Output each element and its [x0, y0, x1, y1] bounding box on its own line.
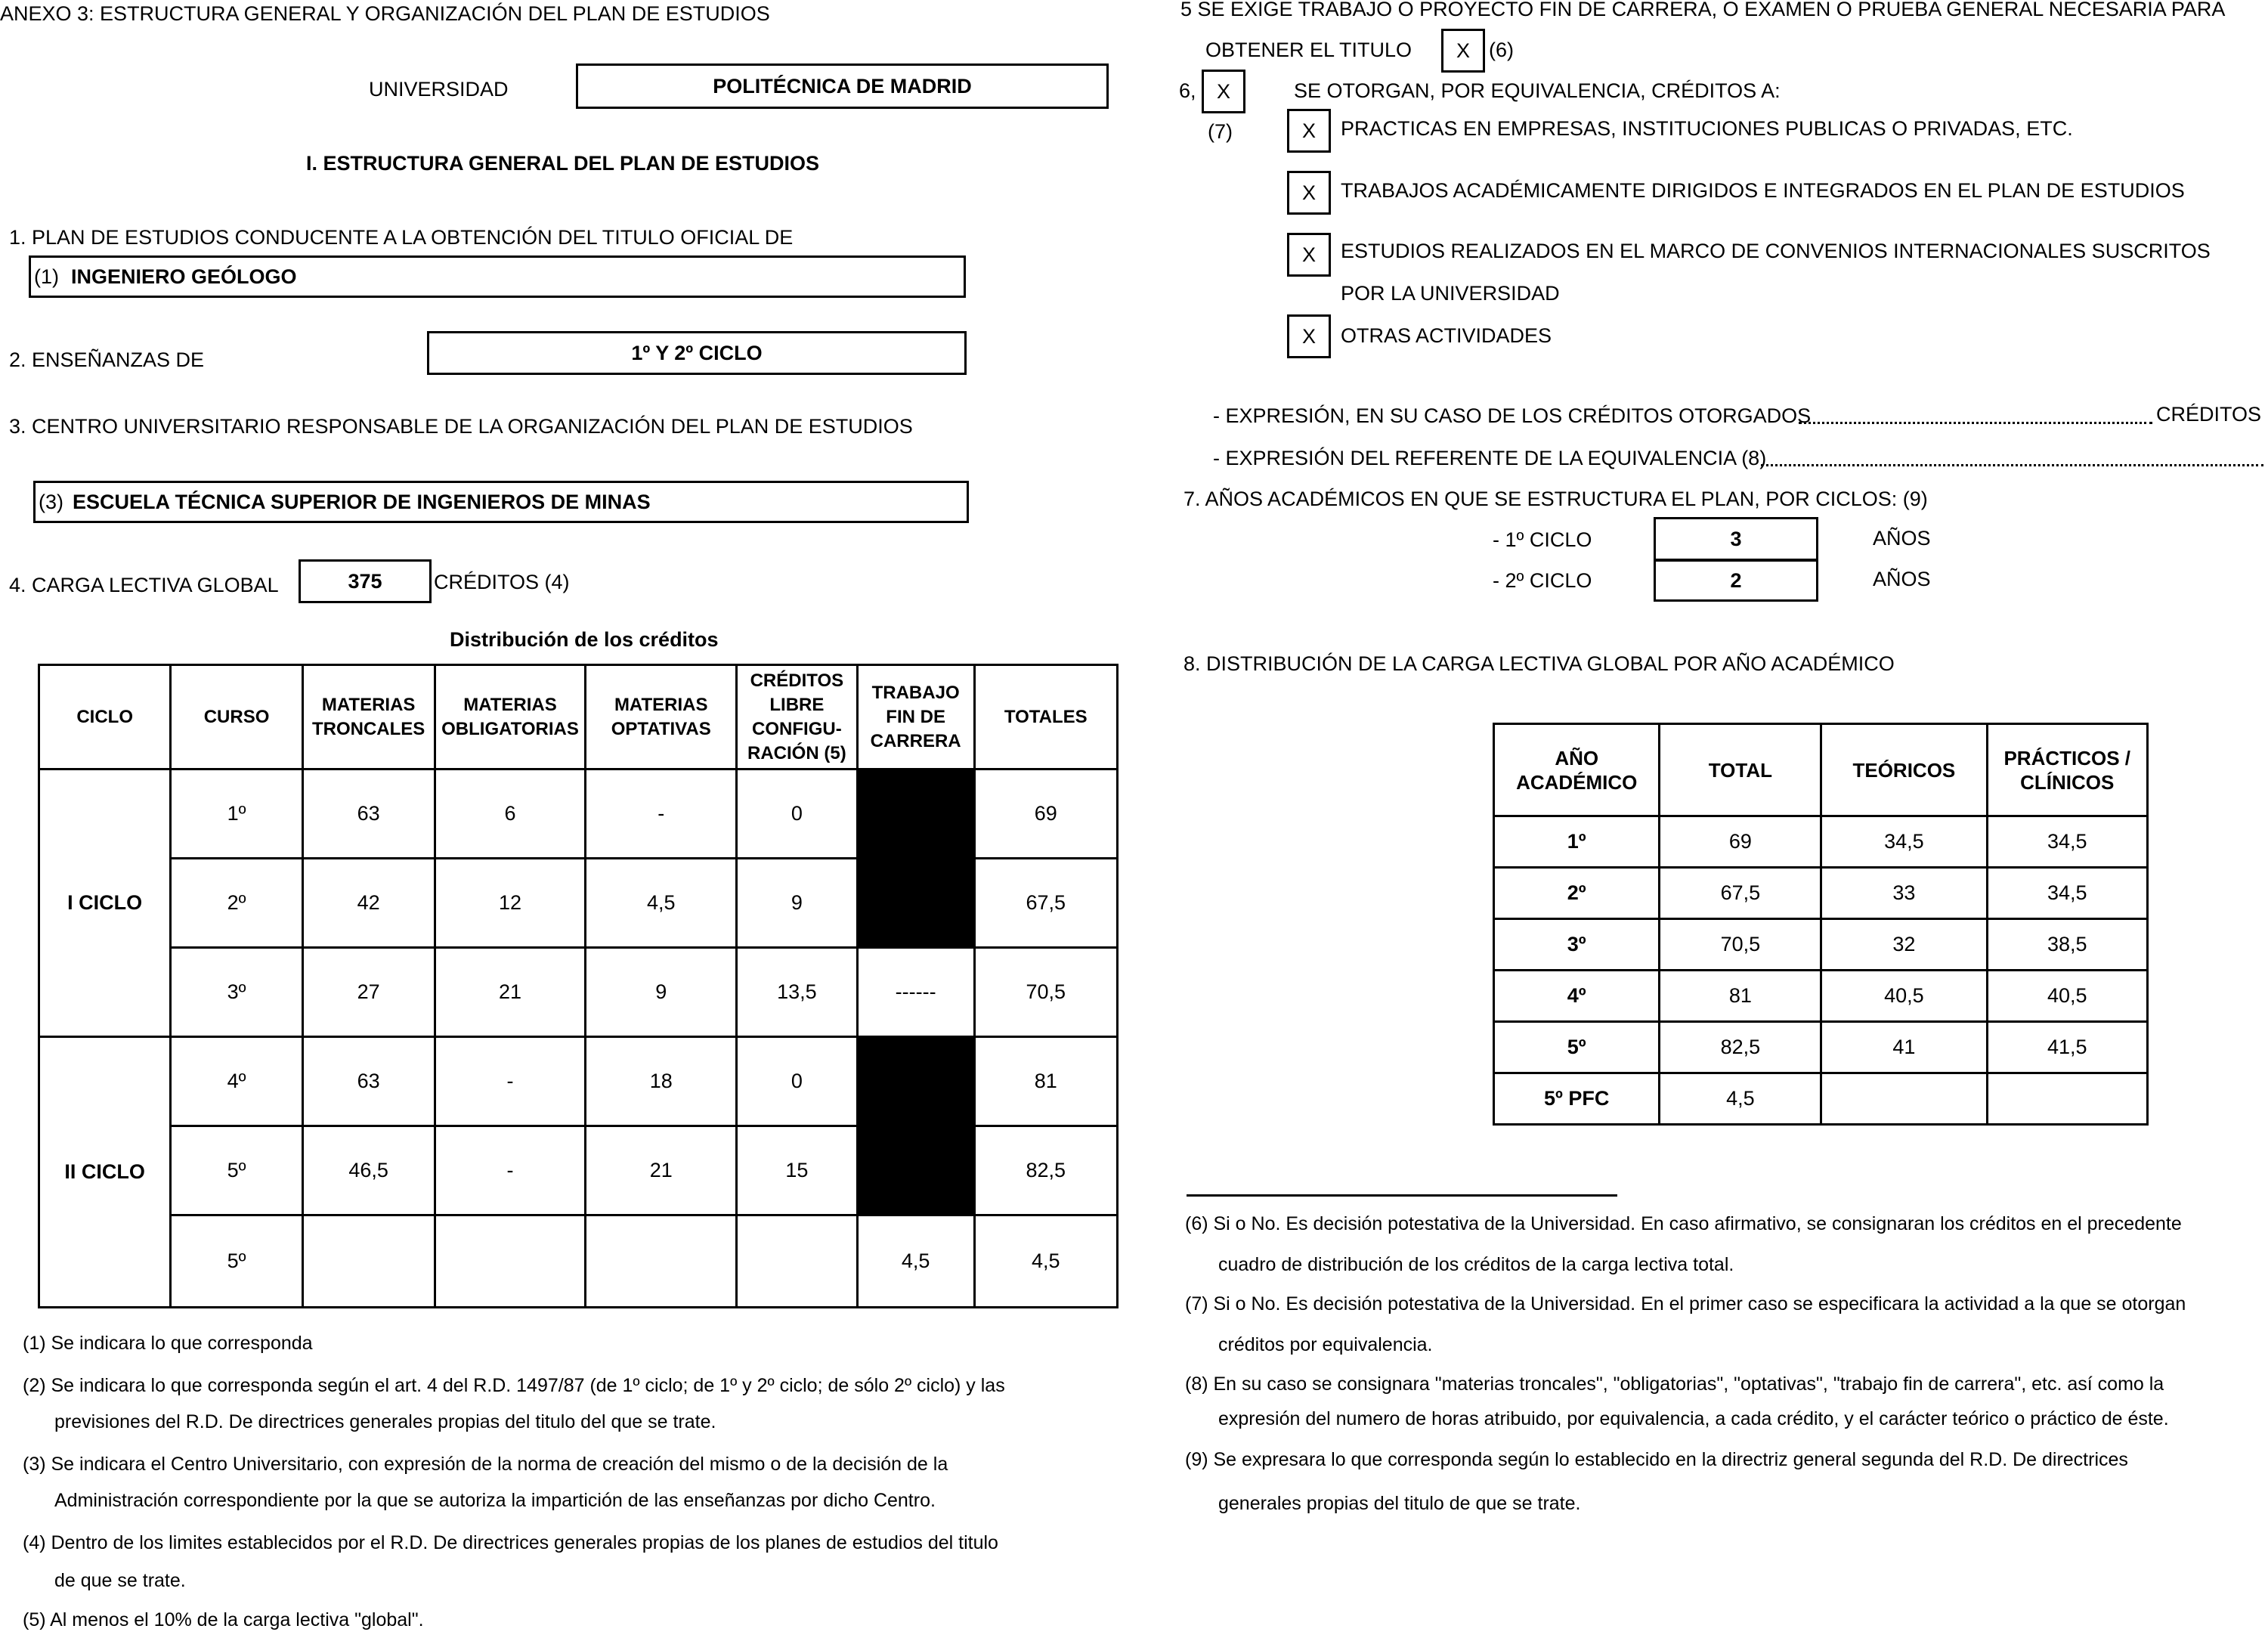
cell-obligatorias: 21 [435, 948, 586, 1037]
cycle1-years-field [1654, 517, 1818, 561]
universidad-field [576, 63, 1109, 109]
col-header-practicos: PRÁCTICOS / CLÍNICOS [1987, 724, 2148, 816]
cycle2-years-value: 2 [1730, 568, 1742, 592]
footnote-7-cont: créditos por equivalencia. [1218, 1334, 1433, 1355]
cell-troncales: 27 [302, 948, 435, 1037]
cell-practicos: 41,5 [1987, 1022, 2148, 1073]
equiv-option-3-checkbox [1287, 233, 1331, 277]
item6-label: SE OTORGAN, POR EQUIVALENCIA, CRÉDITOS A: [1294, 79, 1781, 102]
item4-label: 4. CARGA LECTIVA GLOBAL [9, 574, 279, 596]
cell-obligatorias: - [435, 1126, 586, 1215]
equiv-option-3-label-cont: POR LA UNIVERSIDAD [1341, 282, 1560, 305]
cell-troncales: 63 [302, 770, 435, 859]
cell-troncales: 42 [302, 859, 435, 948]
equiv-option-4-label: OTRAS ACTIVIDADES [1341, 324, 1552, 347]
item5-label-cont: OBTENER EL TITULO [1205, 39, 1412, 61]
item5-mark: X [1456, 39, 1470, 62]
item6-note: (7) [1208, 120, 1233, 143]
item3-field [33, 481, 969, 523]
col-header-ano: AÑO ACADÉMICO [1494, 724, 1660, 816]
cell-optativas: 4,5 [586, 859, 737, 948]
item6-checkbox [1202, 70, 1245, 113]
item5-checkbox [1441, 29, 1485, 73]
cell-teoricos: 40,5 [1821, 971, 1987, 1022]
credits-header-row [39, 665, 1118, 770]
col-header-obligatorias: MATERIAS OBLIGATORIAS [435, 665, 586, 770]
footnote-8-cont: expresión del numero de horas atribuido, por equivalencia, a cada crédito, y el carácter teórico o práctico de éste. [1218, 1408, 2169, 1429]
section-title: I. ESTRUCTURA GENERAL DEL PLAN DE ESTUDIOS [306, 152, 820, 175]
footnote-6-cont: cuadro de distribución de los créditos de la carga lectiva total. [1218, 1254, 1734, 1275]
cell-curso: 5º [171, 1215, 302, 1308]
cell-total: 4,5 [1660, 1073, 1821, 1125]
table-row [1494, 971, 2148, 1022]
col-header-ciclo: CICLO [39, 665, 171, 770]
item4-field [299, 559, 432, 603]
item8-label: 8. DISTRIBUCIÓN DE LA CARGA LECTIVA GLOBAL POR AÑO ACADÉMICO [1184, 652, 1895, 675]
col-header-optativas: MATERIAS OPTATIVAS [586, 665, 737, 770]
footnote-8: (8) En su caso se consignara "materias troncales", "obligatorias", "optativas", "trabajo fin de carrera", etc. así como la [1185, 1373, 2164, 1395]
footnote-3-cont: Administración correspondiente por la que se autoriza la impartición de las enseñanzas por dicho Centro. [54, 1490, 936, 1511]
footnote-1: (1) Se indicara lo que corresponda [23, 1333, 313, 1354]
footnote-separator [1187, 1194, 1617, 1197]
item1-label: 1. PLAN DE ESTUDIOS CONDUCENTE A LA OBTENCIÓN DEL TITULO OFICIAL DE [9, 226, 794, 249]
cell-optativas: 18 [586, 1037, 737, 1126]
cell-curso: 5º [171, 1126, 302, 1215]
table-row [1494, 1022, 2148, 1073]
table-row [39, 770, 1118, 859]
cell-total: 81 [1660, 971, 1821, 1022]
footnote-2: (2) Se indicara lo que corresponda según el art. 4 del R.D. 1497/87 (de 1º ciclo; de 1º y 2º ciclo; de sólo 2º ciclo) y las [23, 1375, 1005, 1396]
item6-mark: X [1216, 79, 1230, 103]
cell-ano: 5º [1494, 1022, 1660, 1073]
cell-teoricos: 41 [1821, 1022, 1987, 1073]
cell-practicos: 40,5 [1987, 971, 2148, 1022]
cell-trabajo-blocked [857, 1037, 974, 1215]
cell-total: 82,5 [1660, 1022, 1821, 1073]
cell-ano: 3º [1494, 919, 1660, 971]
equiv-option-3-label: ESTUDIOS REALIZADOS EN EL MARCO DE CONVENIOS INTERNACIONALES SUSCRITOS [1341, 240, 2211, 262]
cell-practicos: 34,5 [1987, 816, 2148, 868]
item6-number: 6, [1179, 79, 1196, 102]
cell-optativas: - [586, 770, 737, 859]
equiv-option-2-label: TRABAJOS ACADÉMICAMENTE DIRIGIDOS E INTEGRADOS EN EL PLAN DE ESTUDIOS [1341, 179, 2185, 202]
cell-totales: 69 [974, 770, 1118, 859]
cell-libre: 13,5 [736, 948, 857, 1037]
item3-value: ESCUELA TÉCNICA SUPERIOR DE INGENIEROS DE MINAS [73, 490, 651, 513]
cycle2-label: - 2º CICLO [1493, 569, 1592, 592]
footnote-4: (4) Dentro de los limites establecidos por el R.D. De directrices generales propias de los planes de estudios del titulo [23, 1532, 998, 1553]
table-row [1494, 919, 2148, 971]
expr2-label: - EXPRESIÓN DEL REFERENTE DE LA EQUIVALENCIA (8) [1213, 447, 1767, 469]
cell-curso: 3º [171, 948, 302, 1037]
item1-field [29, 255, 966, 298]
cycle2-years-unit: AÑOS [1873, 568, 1931, 590]
cycle2-cell: II CICLO [39, 1037, 171, 1308]
cell-troncales: 63 [302, 1037, 435, 1126]
equiv-option-2-mark: X [1301, 181, 1316, 204]
cell-libre: 0 [736, 770, 857, 859]
item3-mark: (3) [39, 490, 63, 513]
col-header-curso: CURSO [171, 665, 302, 770]
cell-libre: 0 [736, 1037, 857, 1126]
cell-troncales [302, 1215, 435, 1308]
cell-total: 67,5 [1660, 868, 1821, 919]
cell-total: 70,5 [1660, 919, 1821, 971]
cell-trabajo: 4,5 [857, 1215, 974, 1308]
cell-practicos: 34,5 [1987, 868, 2148, 919]
table-row [39, 1037, 1118, 1126]
cell-libre [736, 1215, 857, 1308]
universidad-label: UNIVERSIDAD [369, 78, 509, 101]
year-header-row [1494, 724, 2148, 816]
cell-obligatorias: 12 [435, 859, 586, 948]
cell-trabajo-blocked [857, 770, 974, 948]
table-row [39, 1215, 1118, 1308]
cell-obligatorias [435, 1215, 586, 1308]
cell-ano: 2º [1494, 868, 1660, 919]
cell-curso: 2º [171, 859, 302, 948]
expr1-suffix: CRÉDITOS [2156, 403, 2262, 426]
cycle1-label: - 1º CICLO [1493, 528, 1592, 551]
universidad-value: POLITÉCNICA DE MADRID [713, 74, 972, 98]
expr1-dotted-line [1799, 422, 2152, 424]
cycle1-years-value: 3 [1730, 527, 1742, 550]
cell-totales: 70,5 [974, 948, 1118, 1037]
cell-curso: 4º [171, 1037, 302, 1126]
footnote-5: (5) Al menos el 10% de la carga lectiva "global". [23, 1609, 424, 1630]
cell-teoricos: 33 [1821, 868, 1987, 919]
col-header-teoricos: TEÓRICOS [1821, 724, 1987, 816]
col-header-troncales: MATERIAS TRONCALES [302, 665, 435, 770]
footnote-9: (9) Se expresara lo que corresponda según lo establecido en la directriz general segunda del R.D. De directrices [1185, 1449, 2128, 1470]
table-row [39, 948, 1118, 1037]
equiv-option-4-mark: X [1301, 324, 1316, 348]
cell-teoricos: 34,5 [1821, 816, 1987, 868]
cell-ano: 4º [1494, 971, 1660, 1022]
col-header-totales: TOTALES [974, 665, 1118, 770]
cycle2-years-field [1654, 559, 1818, 602]
item2-label: 2. ENSEÑANZAS DE [9, 348, 205, 371]
cell-total: 69 [1660, 816, 1821, 868]
cell-optativas: 21 [586, 1126, 737, 1215]
footnote-4-cont: de que se trate. [54, 1570, 186, 1591]
item1-mark: (1) [34, 265, 59, 288]
footnote-2-cont: previsiones del R.D. De directrices generales propias del titulo del que se trate. [54, 1411, 716, 1432]
cell-totales: 4,5 [974, 1215, 1118, 1308]
cell-teoricos: 32 [1821, 919, 1987, 971]
equiv-option-1-label: PRACTICAS EN EMPRESAS, INSTITUCIONES PUBLICAS O PRIVADAS, ETC. [1341, 117, 2073, 140]
cell-practicos: 38,5 [1987, 919, 2148, 971]
cell-ano: 5º PFC [1494, 1073, 1660, 1125]
cycle1-cell: I CICLO [39, 770, 171, 1037]
equiv-option-2-checkbox [1287, 171, 1331, 215]
equiv-option-1-mark: X [1301, 119, 1316, 142]
item3-label: 3. CENTRO UNIVERSITARIO RESPONSABLE DE LA ORGANIZACIÓN DEL PLAN DE ESTUDIOS [9, 415, 913, 438]
item5-label: 5 SE EXIGE TRABAJO O PROYECTO FIN DE CARRERA, O EXAMEN O PRUEBA GENERAL NECESARIA PARA [1180, 0, 2226, 20]
footnote-6: (6) Si o No. Es decisión potestativa de la Universidad. En caso afirmativo, se consignaran los créditos en el precedente [1185, 1213, 2182, 1234]
equiv-option-1-checkbox [1287, 109, 1331, 153]
col-header-libre: CRÉDITOS LIBRE CONFIGU-RACIÓN (5) [736, 665, 857, 770]
cell-practicos [1987, 1073, 2148, 1125]
year-table [1493, 723, 2149, 1126]
distribution-title: Distribución de los créditos [450, 628, 719, 651]
cell-curso: 1º [171, 770, 302, 859]
col-header-total: TOTAL [1660, 724, 1821, 816]
item4-value: 375 [348, 569, 382, 593]
cell-optativas: 9 [586, 948, 737, 1037]
cell-trabajo: ------ [857, 948, 974, 1037]
cell-optativas [586, 1215, 737, 1308]
cycle1-years-unit: AÑOS [1873, 527, 1931, 550]
item5-note: (6) [1489, 39, 1514, 61]
item7-label: 7. AÑOS ACADÉMICOS EN QUE SE ESTRUCTURA EL PLAN, POR CICLOS: (9) [1184, 488, 1928, 510]
footnote-7: (7) Si o No. Es decisión potestativa de la Universidad. En el primer caso se especificara la actividad a la que se otorgan [1185, 1293, 2186, 1315]
item4-suffix: CRÉDITOS (4) [434, 571, 570, 593]
cell-ano: 1º [1494, 816, 1660, 868]
cell-teoricos [1821, 1073, 1987, 1125]
credits-table [38, 664, 1119, 1308]
equiv-option-4-checkbox [1287, 314, 1331, 358]
table-row [1494, 816, 2148, 868]
table-row [1494, 1073, 2148, 1125]
expr1-label: - EXPRESIÓN, EN SU CASO DE LOS CRÉDITOS OTORGADOS [1213, 404, 1812, 427]
footnote-9-cont: generales propias del titulo de que se trate. [1218, 1493, 1581, 1514]
equiv-option-3-mark: X [1301, 243, 1316, 266]
item1-value: INGENIERO GEÓLOGO [71, 265, 297, 288]
cell-obligatorias: 6 [435, 770, 586, 859]
cell-totales: 67,5 [974, 859, 1118, 948]
col-header-trabajo: TRABAJO FIN DE CARRERA [857, 665, 974, 770]
cell-totales: 81 [974, 1037, 1118, 1126]
cell-troncales: 46,5 [302, 1126, 435, 1215]
footnote-3: (3) Se indicara el Centro Universitario, con expresión de la norma de creación del mismo o de la decisión de la [23, 1454, 948, 1475]
cell-libre: 15 [736, 1126, 857, 1215]
annex-title: ANEXO 3: ESTRUCTURA GENERAL Y ORGANIZACIÓN DEL PLAN DE ESTUDIOS [0, 2, 770, 25]
cell-obligatorias: - [435, 1037, 586, 1126]
cell-libre: 9 [736, 859, 857, 948]
cell-totales: 82,5 [974, 1126, 1118, 1215]
table-row [1494, 868, 2148, 919]
item2-value: 1º Y 2º CICLO [631, 341, 763, 364]
expr2-dotted-line [1761, 464, 2263, 466]
item2-field [427, 331, 967, 375]
